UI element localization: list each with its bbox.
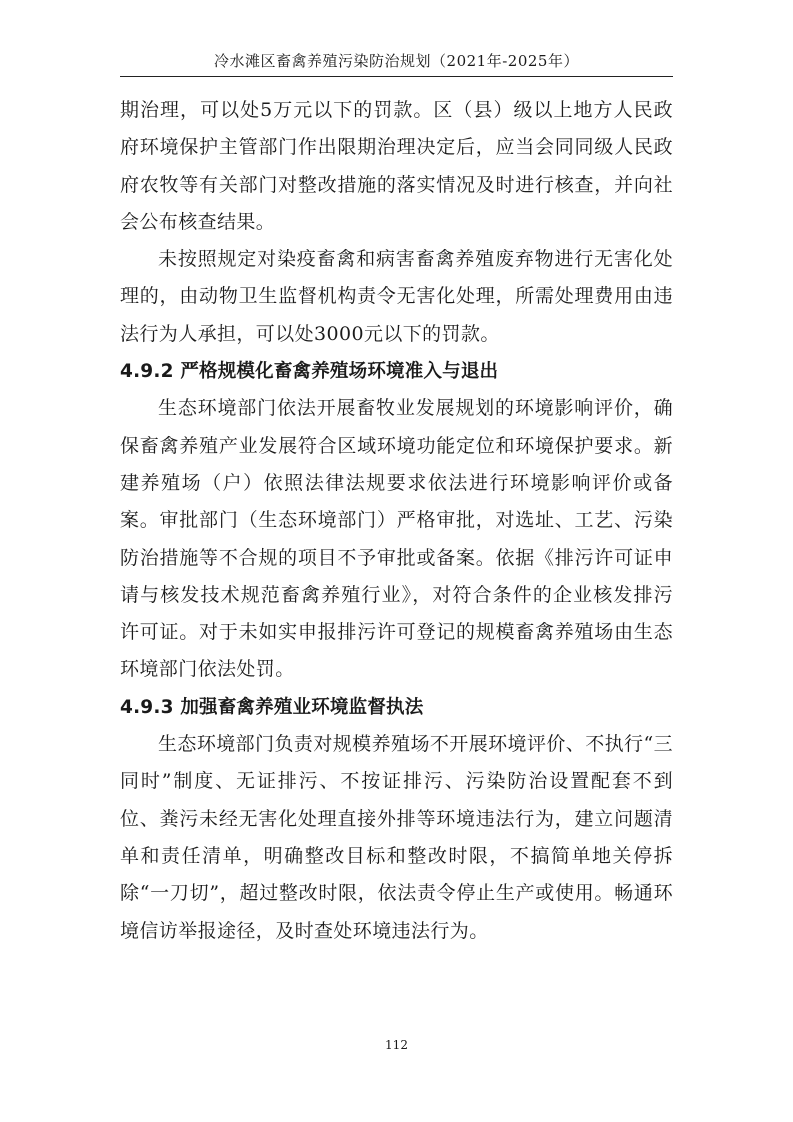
section-heading-4-9-2: 4.9.2 严格规模化畜禽养殖场环境准入与退出 (120, 361, 499, 383)
header-divider (120, 76, 673, 77)
paragraph-harmless-treatment: 未按照规定对染疫畜禽和病害畜禽养殖废弃物进行无害化处理的，由动物卫生监督机构责令无害化处理，所需处理费用由违法行为人承担，可以处3000元以下的罚款。 (120, 248, 673, 345)
paragraph-supervision-enforcement: 生态环境部门负责对规模养殖场不开展环境评价、不执行“三同时”制度、无证排污、不按证排污、污染防治设置配套不到位、粪污未经无害化处理直接外排等环境违法行为，建立问题清单和责任清单，明确整改目标和整改时限，不搞简单地关停拆除“一刀切”，超过整改时限，依法责令停止生产或使用。畅通环境信访举报途径，及时查处环境违法行为。 (120, 733, 673, 942)
continued-paragraph: 期治理，可以处5万元以下的罚款。区（县）级以上地方人民政府环境保护主管部门作出限期治理决定后，应当会同同级人民政府农牧等有关部门对整改措施的落实情况及时进行核查，并向社会公布核查结果。 (120, 99, 673, 233)
running-header: 冷水滩区畜禽养殖污染防治规划（2021年-2025年） (214, 52, 579, 70)
paragraph-environmental-access: 生态环境部门依法开展畜牧业发展规划的环境影响评价，确保畜禽养殖产业发展符合区域环境功能定位和环境保护要求。新建养殖场（户）依照法律法规要求依法进行环境影响评价或备案。审批部门（生态环境部门）严格审批，对选址、工艺、污染防治措施等不合规的项目不予审批或备案。依据《排污许可证申请与核发技术规范畜禽养殖行业》，对符合条件的企业核发排污许可证。对于未如实申报排污许可登记的规模畜禽养殖场由生态环境部门依法处罚。 (120, 397, 673, 681)
page-body (120, 92, 673, 950)
page-number: 112 (385, 1038, 408, 1052)
section-heading-4-9-3: 4.9.3 加强畜禽养殖业环境监督执法 (120, 696, 424, 718)
